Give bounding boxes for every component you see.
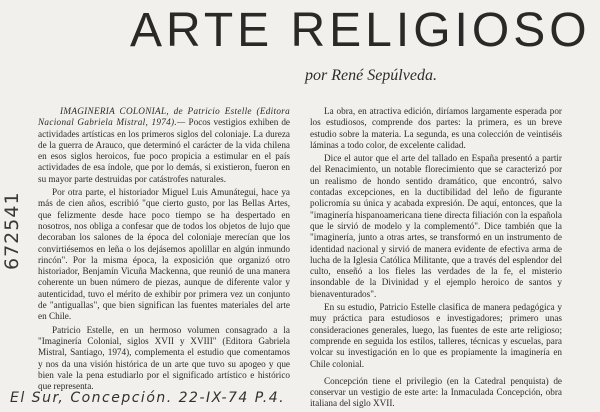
right-paragraph-3: En su estudio, Patricio Estelle clasifica de manera pedagógica y muy práctica para estudiosos e investigadores; primero unas consideraciones generales, luego, las fuentes de este arte religioso; comprende en seguida los estilos, talleres, técnicas y escuelas, para volcar su investigación en lo que es propiamente la imaginería en Chile colonial.: [310, 302, 562, 369]
article-byline: por René Sepúlveda.: [305, 67, 437, 84]
right-paragraph-4: Concepción tiene el privilegio (en la Catedral penquista) de conservar un vestigio de este arte: la Inmaculada Concepción, obra italiana del siglo XVII.: [310, 375, 562, 409]
right-paragraph-2: Dice el autor que el arte del tallado en España presentó a partir del Renacimiento, un notable florecimiento que se caracterizó por un realismo de hondo sentido dramático, que encontró, salvo contadas excepciones, en la ductibilidad del leño de figurante policromía su única y acabada expresión. De aquí, entonces, que la "imaginería hispanoamericana tiene directa filiación con la española que le sirvió de modelo y la complementó". Dice también que la "imaginería, junto a otras artes, se transformó en un instrumento de identidad nacional y sirvió de manera evidente de efectiva arma de lucha de la Iglesia Católica Militante, que a través del esplendor del culto, enseñó a los fieles las verdades de la fe, el misterio insondable de la Divinidad y el ejemplo heroico de santos y bienaventurados".: [310, 153, 562, 299]
right-paragraph-1: La obra, en atractiva edición, diríamos largamente esperada por los estudiosos, comprende dos partes: la primera, es un breve estudio sobre la materia. La segunda, es una colección de veintiséis láminas a todo color, de excelente calidad.: [310, 106, 562, 150]
left-paragraph-2: Por otra parte, el historiador Miguel Luis Amunátegui, hace ya más de cien años, escribió "que cierto gusto, por las Bellas Artes, que felizmente desde hace poco tiempo se ha despertado en nosotros, nos obliga a confesar que de todos los objetos de lujo que decoraban los salones de la época del coloniaje merecían que los convirtiésemos en leña o los dejásemos apolillar en algún inmundo rincón". Por la misma época, la exposición que organizó otro historiador, Benjamín Vicuña Mackenna, que reunió de una manera coherente un buen número de piezas, aunque de diferente valor y autenticidad, tuvo el mérito de exhibir por primera vez un conjunto de "antiguallas", que bien significan las fuentes materiales del arte en Chile.: [38, 187, 290, 322]
right-column: [310, 106, 562, 412]
left-column: [38, 106, 290, 394]
article-title: ARTE RELIGIOSO: [130, 4, 591, 57]
handwritten-catalog-number: 672541: [1, 191, 23, 270]
left-paragraph-1: [38, 106, 290, 185]
book-reference: IMAGINERIA COLONIAL, de Patricio Estelle (Editora Nacional Gabriela Mistral, 1974).—: [38, 106, 290, 128]
left-paragraph-3: Patricio Estelle, en un hermoso volumen consagrado a la "Imaginería Colonial, siglos XVII y XVIII" (Editora Gabriela Mistral, Santiago, 1974), complementa el estudio que comentamos y nos da una visión histórica de un arte que tuvo su apogeo y que bien vale la pena estudiarlo por el significado artístico e histórico que representa.: [38, 324, 290, 392]
left-paragraph-1-text: Pocos vestigios exhiben de actividades artísticas en los primeros siglos del coloniaje. La dureza de la guerra de Arauco, que determinó el carácter de la vida chilena en esos siglos heroicos, fue poco propicia a estimular en el país actividades de esa índole, que por lo demás, si existieron, fueron en su mayor parte destruidas por catástrofes naturales.: [38, 117, 291, 184]
handwritten-source-note: El Sur, Concepción. 22-IX-74 P.4.: [10, 390, 286, 406]
